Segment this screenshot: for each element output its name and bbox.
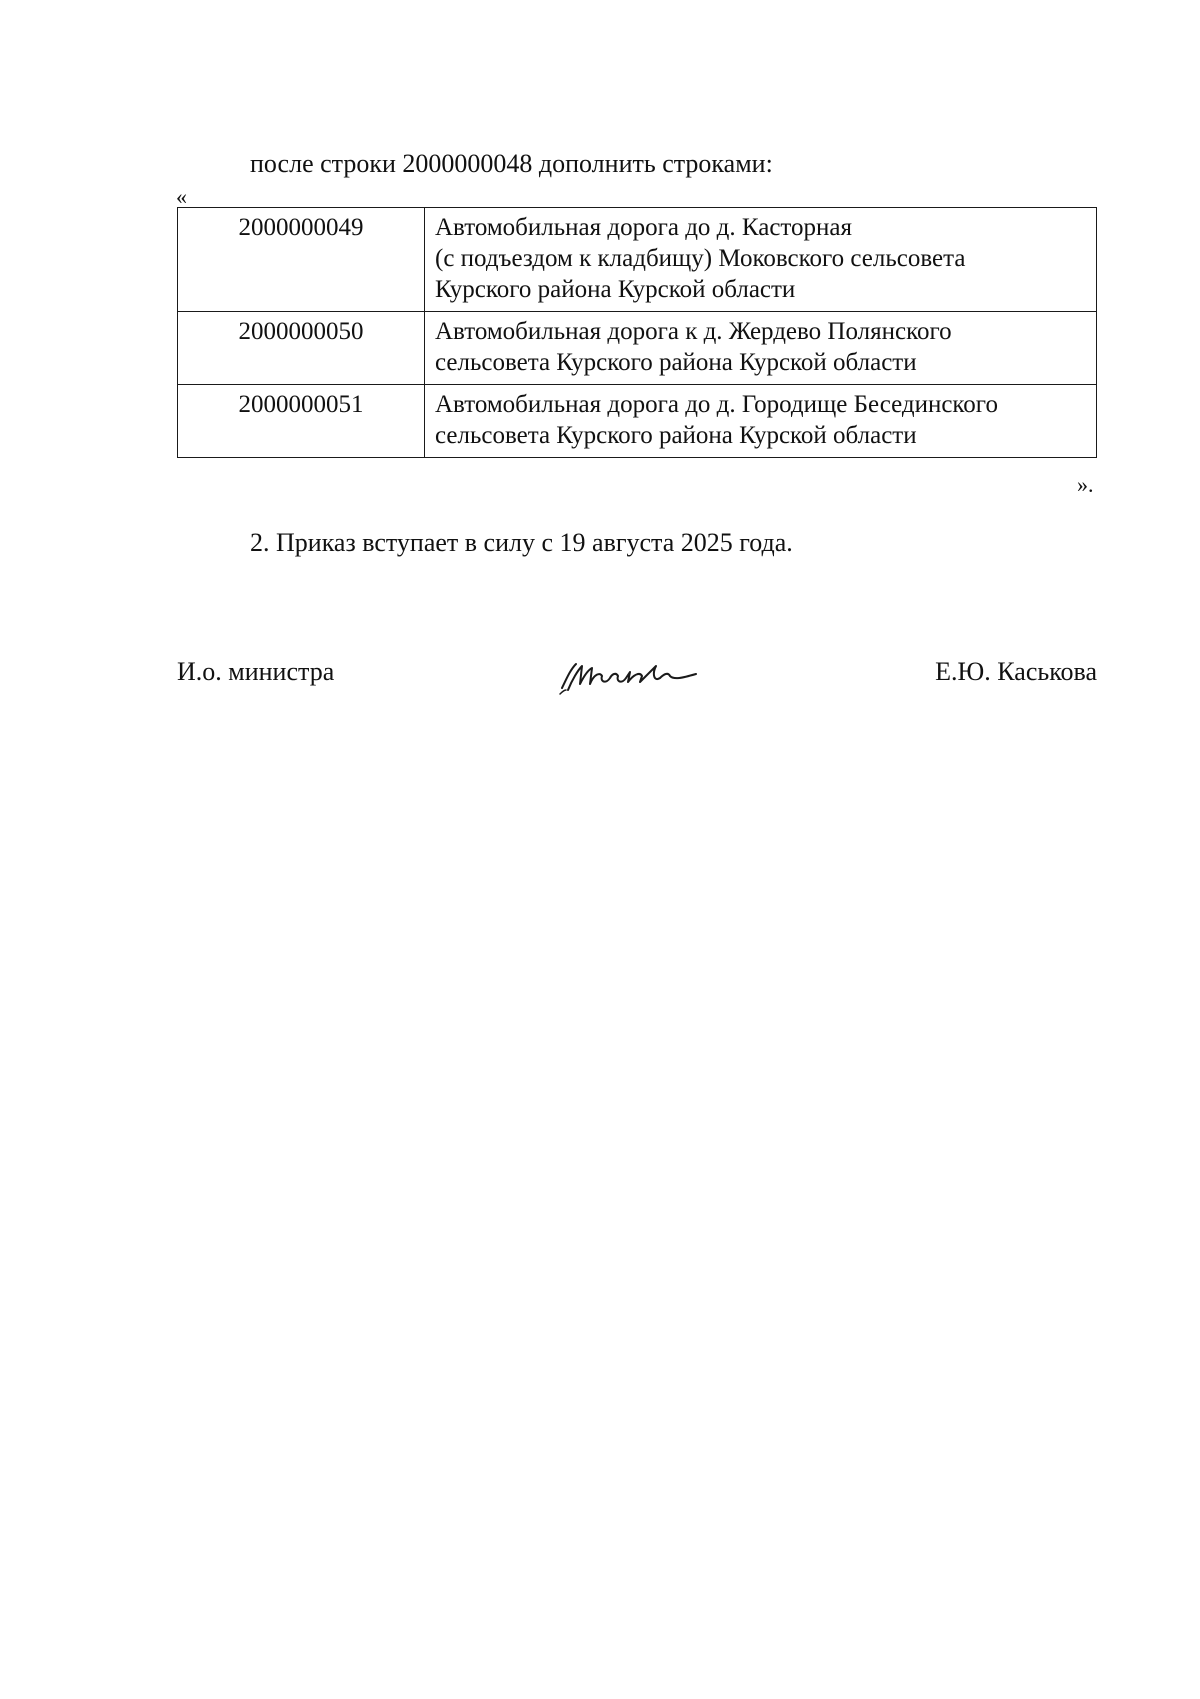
- road-description: [425, 385, 1097, 458]
- intro-text: после строки 2000000048 дополнить строками:: [250, 149, 773, 178]
- road-description: [425, 208, 1097, 312]
- road-description-line: Автомобильная дорога до д. Касторная: [435, 214, 852, 241]
- table-row: [178, 312, 1097, 385]
- roads-table: [177, 207, 1097, 458]
- road-description-line: (с подъездом к кладбищу) Моковского сельсовета: [435, 245, 966, 272]
- road-code: 2000000049: [178, 208, 425, 312]
- road-description-line: Курского района Курской области: [435, 276, 796, 303]
- road-description-line: сельсовета Курского района Курской области: [435, 422, 917, 449]
- road-code: 2000000050: [178, 312, 425, 385]
- closing-quote: ».: [1077, 472, 1094, 497]
- table-row: [178, 208, 1097, 312]
- road-description: [425, 312, 1097, 385]
- signer-name: Е.Ю. Каськова: [935, 657, 1097, 686]
- road-code: 2000000051: [178, 385, 425, 458]
- signer-position: И.о. министра: [177, 657, 335, 686]
- effective-date-clause: 2. Приказ вступает в силу с 19 августа 2025 года.: [250, 528, 793, 557]
- handwritten-signature-icon: [556, 650, 706, 700]
- opening-quote: «: [176, 184, 187, 209]
- road-description-line: сельсовета Курского района Курской области: [435, 349, 917, 376]
- table-row: [178, 385, 1097, 458]
- road-description-line: Автомобильная дорога к д. Жердево Полянского: [435, 318, 952, 345]
- road-description-line: Автомобильная дорога до д. Городище Бесединского: [435, 391, 998, 418]
